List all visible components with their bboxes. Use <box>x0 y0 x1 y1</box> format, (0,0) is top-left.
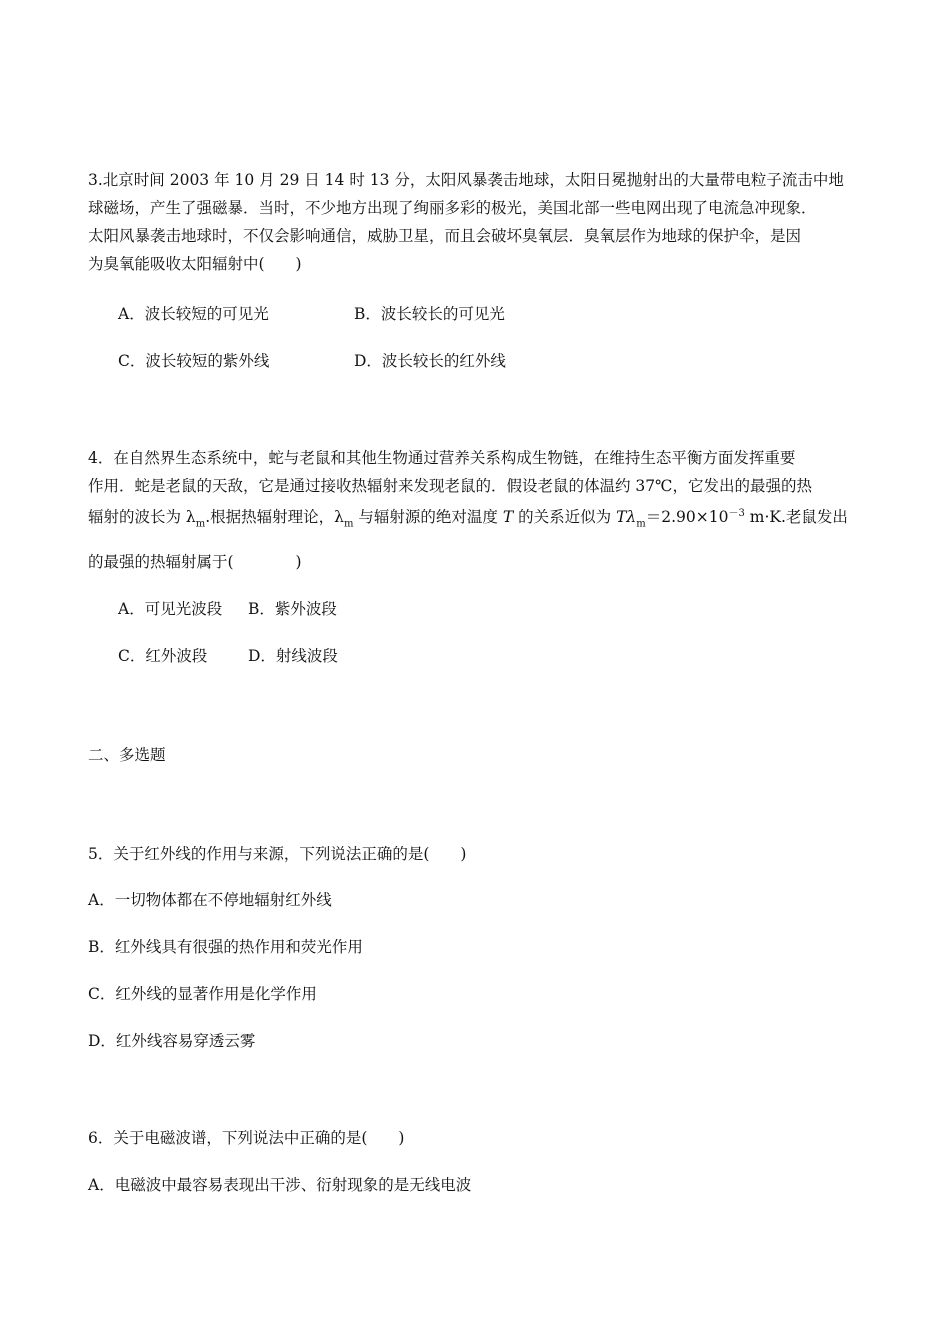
q5-stem: 5．关于红外线的作用与来源，下列说法正确的是( ) <box>88 845 467 863</box>
q6-stem: 6．关于电磁波谱，下列说法中正确的是( ) <box>88 1129 405 1147</box>
q4-text: 辐射的波长为 λ <box>88 508 196 527</box>
q3-stem-line-2: 球磁场，产生了强磁暴．当时，不少地方出现了绚丽多彩的极光，美国北部一些电网出现了电流急冲现象． <box>88 199 817 217</box>
q4-text: m·K.老鼠发出 <box>744 508 848 527</box>
q3-options-row-1 <box>118 302 505 324</box>
q5-option-c: C．红外线的显著作用是化学作用 <box>88 985 317 1003</box>
q3-option-d: D．波长较长的红外线 <box>354 352 506 370</box>
q3-stem-line-3: 太阳风暴袭击地球时，不仅会影响通信，威胁卫星，而且会破坏臭氧层．臭氧层作为地球的保护伞，是因 <box>88 227 802 245</box>
section-heading-multiple-choice: 二、多选题 <box>88 746 166 764</box>
q4-stem-line-4: 的最强的热辐射属于( ) <box>88 553 302 571</box>
q3-stem-line-1: 3.北京时间 2003 年 10 月 29 日 14 时 13 分，太阳风暴袭击地球，太阳日冕抛射出的大量带电粒子流击中地 <box>88 171 844 189</box>
document-page <box>88 0 868 1344</box>
q4-subscript: m <box>344 518 354 530</box>
q4-subscript: m <box>636 518 646 530</box>
q4-stem-line-1: 4．在自然界生态系统中，蛇与老鼠和其他生物通过营养关系构成生物链，在维持生态平衡方面发挥重要 <box>88 449 796 467</box>
q3-option-c: C．波长较短的紫外线 <box>118 352 270 370</box>
q3-option-a: A．波长较短的可见光 <box>118 305 269 323</box>
q4-text: 与辐射源的绝对温度 <box>353 508 503 527</box>
q4-subscript: m <box>195 518 206 530</box>
q4-text: .根据热辐射理论，λ <box>205 508 345 527</box>
q3-options-row-2 <box>118 349 506 371</box>
q4-option-d: D．射线波段 <box>248 647 338 665</box>
q4-stem-line-3 <box>88 504 848 529</box>
q4-option-b: B．紫外波段 <box>248 600 337 618</box>
q4-variable-t: T <box>502 508 514 527</box>
q5-option-b: B．红外线具有很强的热作用和荧光作用 <box>88 938 363 956</box>
q4-text: 的关系近似为 <box>513 508 617 527</box>
q5-option-d: D．红外线容易穿透云雾 <box>88 1032 256 1050</box>
q4-options-row-1 <box>118 597 337 619</box>
q4-superscript: －3 <box>728 508 745 519</box>
q4-options-row-2 <box>118 644 338 666</box>
q4-option-c: C．红外波段 <box>118 647 208 665</box>
q6-option-a: A．电磁波中最容易表现出干涉、衍射现象的是无线电波 <box>88 1176 472 1194</box>
q4-text: ＝2.90×10 <box>645 508 729 527</box>
q4-stem-line-2: 作用．蛇是老鼠的天敌，它是通过接收热辐射来发现老鼠的．假设老鼠的体温约 37℃，它发出的最强的热 <box>88 477 812 495</box>
q5-option-a: A．一切物体都在不停地辐射红外线 <box>88 891 332 909</box>
q3-stem-line-4: 为臭氧能吸收太阳辐射中( ) <box>88 255 302 273</box>
q4-variable-t-lambda: Tλ <box>616 508 637 527</box>
q3-option-b: B．波长较长的可见光 <box>354 305 505 323</box>
q4-option-a: A．可见光波段 <box>118 600 223 618</box>
